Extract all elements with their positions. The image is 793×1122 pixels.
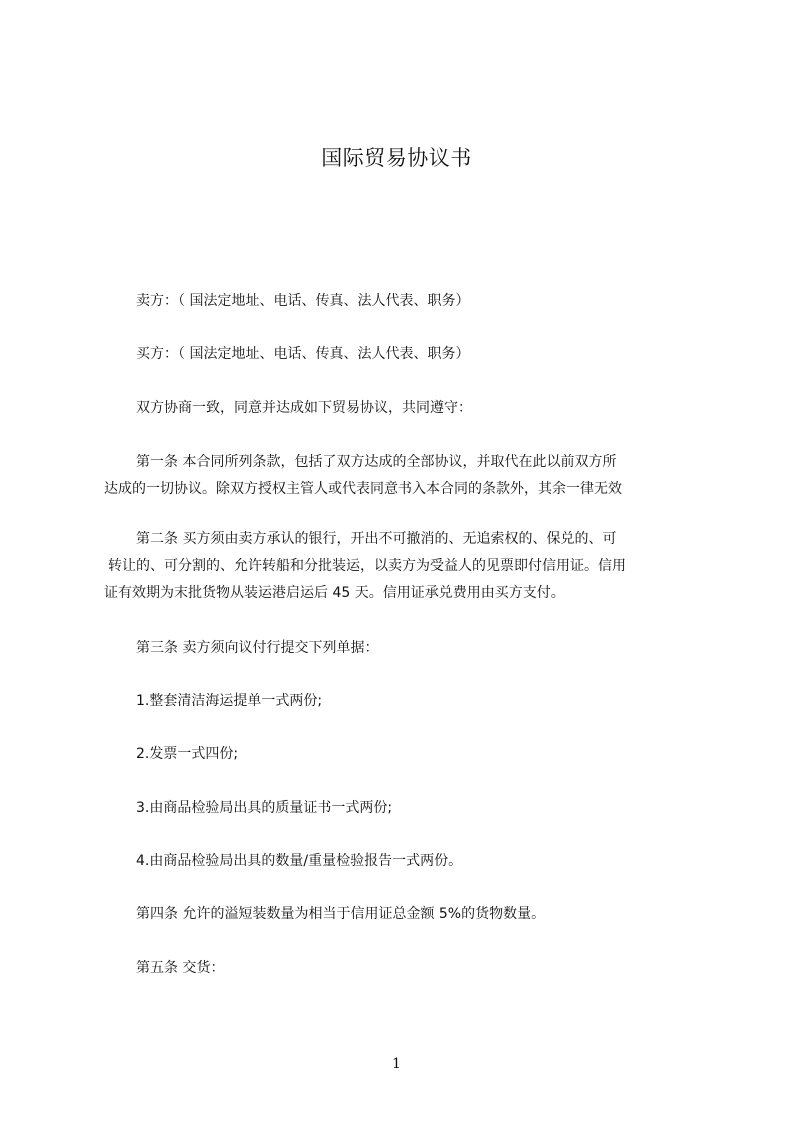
intro-line: 双方协商一致，同意并达成如下贸易协议，共同遵守：	[136, 400, 472, 416]
article-1-line-2: 达成的一切协议。除双方授权主管人或代表同意书入本合同的条款外，其余一律无效	[104, 481, 622, 497]
article-4: 第四条 允许的溢短装数量为相当于信用证总金额 5%的货物数量。	[136, 906, 546, 922]
document-list-item-1: 1.整套清洁海运提单一式两份;	[136, 693, 323, 709]
article-2-line-1: 第二条 买方须由卖方承认的银行，开出不可撤消的、无追索权的、保兑的、可	[136, 531, 617, 547]
document-title: 国际贸易协议书	[321, 146, 472, 170]
article-3-heading: 第三条 卖方须向议付行提交下列单据：	[136, 640, 379, 656]
article-1-line-1: 第一条 本合同所列条款，包括了双方达成的全部协议，并取代在此以前双方所	[136, 454, 617, 470]
article-5-heading: 第五条 交货：	[136, 960, 225, 976]
page-number: 1	[392, 1056, 401, 1072]
buyer-line: 买方：（ 国法定地址、电话、传真、法人代表、职务）	[136, 346, 470, 362]
document-list-item-4: 4.由商品检验局出具的数量/重量检验报告一式两份。	[136, 853, 463, 869]
article-2-line-2: 转让的、可分割的、允许转船和分批装运，以卖方为受益人的见票即付信用证。信用	[108, 558, 626, 574]
document-list-item-2: 2.发票一式四份;	[136, 746, 239, 762]
article-2	[104, 526, 704, 607]
document-list-item-3: 3.由商品检验局出具的质量证书一式两份;	[136, 800, 393, 816]
seller-line: 卖方：（ 国法定地址、电话、传真、法人代表、职务）	[136, 293, 470, 309]
article-2-line-3: 证有效期为末批货物从装运港启运后 45 天。信用证承兑费用由买方支付。	[104, 585, 565, 601]
article-1	[104, 449, 704, 503]
